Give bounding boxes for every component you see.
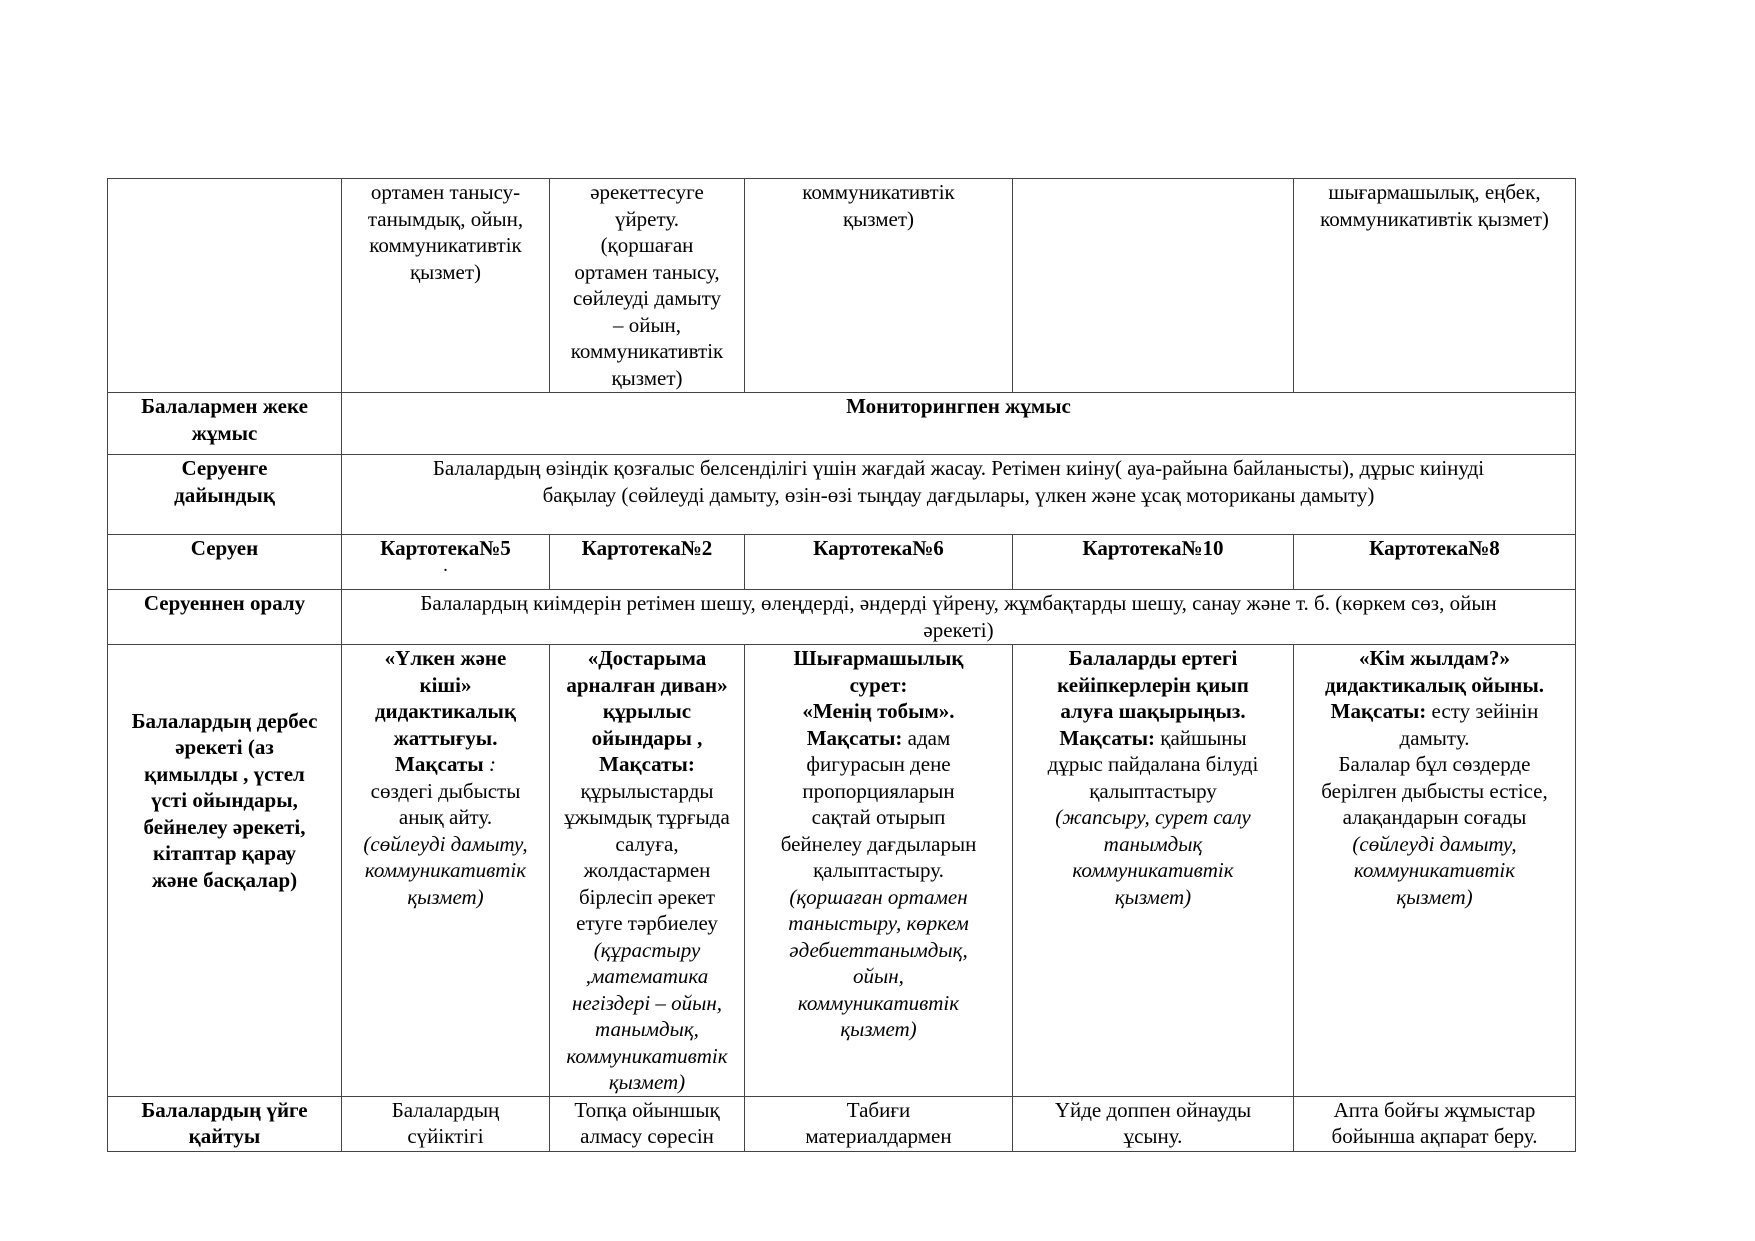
row-label-walk-prep xyxy=(108,455,342,535)
goal-text: пропорцияларын xyxy=(802,778,955,803)
dot-mark: . xyxy=(443,559,448,575)
goal-text: ұжымдық тұрғыда xyxy=(564,805,730,829)
row-label-independent xyxy=(108,645,342,1097)
cell-home-3 xyxy=(745,1096,1013,1151)
activity-note: қызмет) xyxy=(1114,884,1192,909)
goal-label: Мақсаты: xyxy=(806,725,903,750)
goal-text: дамыту. xyxy=(1399,725,1470,750)
goal-label: Мақсаты: xyxy=(1330,699,1427,723)
text-line: ортамен танысу- xyxy=(370,180,521,204)
text-line: Балалардың киімдерін ретімен шешу, өлеңдерді, әндерді үйрену, жұмбақтарды шешу, санау және т. б. (көркем сөз, ойын xyxy=(420,591,1497,615)
cell-home-1 xyxy=(342,1096,550,1151)
table-row-continuation xyxy=(108,179,1576,393)
text-line: әрекеті (аз xyxy=(175,735,274,759)
text-line: коммуникативтік қызмет) xyxy=(1320,206,1549,231)
text-line: Балалардың дербес xyxy=(131,708,318,733)
text-line: Балалардың өзіндік қозғалыс белсенділігі үшін жағдай жасау. Ретімен киіну( ауа-райына байланысты), дұрыс киінуді xyxy=(432,456,1485,480)
goal-text: қалыптастыру. xyxy=(813,858,944,882)
activity-note: (қоршаған ортамен xyxy=(789,884,968,909)
text-line: сөйлеуді дамыту xyxy=(572,286,722,310)
cell-activity-5 xyxy=(1294,645,1576,1097)
activity-title: дидактикалық xyxy=(374,699,517,723)
activity-note: негіздері – ойын, xyxy=(571,990,723,1015)
cell-r1-c1 xyxy=(342,179,550,393)
activity-note: коммуникативтік xyxy=(566,1043,728,1068)
activity-note: коммуникативтік xyxy=(364,858,527,882)
text-line: бойынша ақпарат беру. xyxy=(1331,1124,1538,1148)
activity-title: алуға шақырыңыз. xyxy=(1060,699,1246,723)
goal-text: Балалар бұл сөздерде xyxy=(1338,752,1531,776)
cell-r1-c2 xyxy=(550,179,745,393)
row-label-going-home xyxy=(108,1096,342,1151)
text-line: сүйіктігі xyxy=(407,1124,484,1148)
text-line: қайтуы xyxy=(188,1124,261,1148)
goal-text: құрылыстарды xyxy=(580,778,714,803)
cell-walk-card-3: Картотека№6 xyxy=(745,535,1013,590)
text-line: Топқа ойыншық xyxy=(574,1097,720,1122)
cell-walk-card-4: Картотека№10 xyxy=(1013,535,1294,590)
goal-text: сөздегі дыбысты xyxy=(370,778,521,803)
cell-activity-4 xyxy=(1013,645,1294,1097)
goal-text: фигурасын дене xyxy=(806,752,951,776)
activity-note: танымдық, xyxy=(595,1017,699,1041)
table-row-walk-prep xyxy=(108,455,1576,535)
activity-title: сурет: xyxy=(849,672,908,697)
activity-note: қызмет) xyxy=(1396,884,1473,909)
goal-text: бірлесіп әрекет xyxy=(578,884,716,909)
cell-walk-card-2: Картотека№2 xyxy=(550,535,745,590)
text-line: Табиғи xyxy=(846,1097,911,1122)
cell-return-walk-text xyxy=(342,590,1576,645)
text-line: коммуникативтік xyxy=(369,233,522,257)
goal-text: дұрыс пайдалана білуді xyxy=(1047,752,1259,776)
text-line: қызмет) xyxy=(409,259,482,284)
cell-monitoring: Мониторингпен жұмыс xyxy=(342,393,1576,455)
text-line: – ойын, xyxy=(612,312,682,337)
activity-title: «Кім жылдам?» xyxy=(1359,646,1510,670)
cell-activity-1 xyxy=(342,645,550,1097)
cell-r1-c3 xyxy=(745,179,1013,393)
goal-text: салуға, xyxy=(615,831,679,856)
table-row-independent xyxy=(108,645,1576,1097)
activity-title: «Менің тобым». xyxy=(802,699,955,723)
weekly-plan-table xyxy=(107,178,1576,1152)
goal-text: алақандарын соғады xyxy=(1342,805,1527,829)
activity-title: жаттығуы. xyxy=(393,725,498,750)
text-line: материалдармен xyxy=(805,1124,952,1148)
row-label-individual-work xyxy=(108,393,342,455)
cell-home-4 xyxy=(1013,1096,1294,1151)
goal-text: қалыптастыру xyxy=(1089,778,1217,803)
cell-walk-prep-text xyxy=(342,455,1576,535)
activity-title: ойындары , xyxy=(591,725,703,750)
text-line: Балалардың үйге xyxy=(141,1097,308,1122)
text-line: бейнелеу әрекеті, xyxy=(143,814,306,839)
text-line: қимылды , үстел xyxy=(144,761,305,786)
text-line: коммуникативтік xyxy=(570,339,724,363)
text-line: Үйде доппен ойнауды xyxy=(1054,1097,1252,1122)
row-label-return-walk: Серуеннен оралу xyxy=(108,590,342,645)
goal-label: Мақсаты: xyxy=(1059,725,1156,750)
activity-note: (сөйлеуді дамыту, xyxy=(363,831,528,856)
table-row-going-home xyxy=(108,1096,1576,1151)
text-line: ұсыну. xyxy=(1123,1124,1183,1148)
text-line: алмасу сөресін xyxy=(580,1124,714,1148)
activity-title: құрылыс xyxy=(602,699,692,723)
goal-label: Мақсаты xyxy=(395,752,484,776)
activity-note: коммуникативтік xyxy=(1072,858,1234,882)
text-line: Балалардың xyxy=(391,1097,500,1122)
goal-colon: : xyxy=(483,752,496,776)
table-row-individual-work xyxy=(108,393,1576,455)
text-line: Апта бойғы жұмыстар xyxy=(1333,1097,1536,1122)
activity-title: «Үлкен және xyxy=(384,646,507,670)
table-row-return-walk xyxy=(108,590,1576,645)
cell-home-2 xyxy=(550,1096,745,1151)
row-label-empty xyxy=(108,179,342,393)
activity-title: арналған диван» xyxy=(566,672,728,697)
text-line: бақылау (сөйлеуді дамыту, өзін-өзі тыңдау дағдылары, үлкен және ұсақ моториканы дамыту) xyxy=(542,482,1375,507)
goal-text: етуге тәрбиелеу xyxy=(576,911,718,935)
activity-title: дидактикалық ойыны. xyxy=(1324,672,1545,697)
text-line: үйрету. xyxy=(614,206,680,231)
activity-note: қызмет) xyxy=(840,1017,917,1041)
goal-text: сақтай отырып xyxy=(811,805,946,829)
activity-note: (сөйлеуді дамыту, xyxy=(1352,831,1517,856)
goal-text: анық айту. xyxy=(398,805,493,829)
goal-label: Мақсаты: xyxy=(599,752,695,776)
text-line: танымдық, ойын, xyxy=(367,206,524,231)
text-line: коммуникативтік xyxy=(802,180,955,204)
activity-note: танымдық xyxy=(1103,831,1203,856)
text-line: Картотека№5 xyxy=(380,536,511,560)
text-line: үсті ойындары, xyxy=(151,788,298,812)
goal-text: адам xyxy=(902,725,951,750)
text-line: Серуенге xyxy=(181,456,268,480)
cell-walk-card-5: Картотека№8 xyxy=(1294,535,1576,590)
activity-note: ,математика xyxy=(585,964,709,988)
cell-r1-c5 xyxy=(1294,179,1576,393)
cell-home-5 xyxy=(1294,1096,1576,1151)
text-line: дайындық xyxy=(174,482,275,507)
text-line: Балалармен жеке xyxy=(141,394,308,418)
table-row-walk xyxy=(108,535,1576,590)
activity-note: әдебиеттанымдық, xyxy=(789,937,968,962)
text-line: шығармашылық, еңбек, xyxy=(1328,180,1541,204)
text-line: қызмет) xyxy=(611,365,683,390)
goal-text: бейнелеу дағдыларын xyxy=(780,831,977,856)
text-line: ортамен танысу, xyxy=(574,259,720,284)
cell-activity-3 xyxy=(745,645,1013,1097)
activity-note: таныстыру, көркем xyxy=(788,911,969,935)
activity-note: қызмет) xyxy=(407,884,484,909)
activity-note: (жапсыру, сурет салу xyxy=(1055,805,1251,829)
cell-walk-card-1 xyxy=(342,535,550,590)
text-line: кітаптар қарау xyxy=(152,841,297,865)
activity-note: коммуникативтік xyxy=(1353,858,1516,882)
activity-title: Балаларды ертегі xyxy=(1068,646,1238,670)
activity-title: кейіпкерлерін қиып xyxy=(1057,672,1249,697)
text-line: қызмет) xyxy=(842,206,915,231)
cell-r1-c4 xyxy=(1013,179,1294,393)
activity-note: қызмет) xyxy=(608,1070,686,1094)
text-line: әрекеті) xyxy=(923,617,994,642)
activity-title: Шығармашылық xyxy=(793,646,964,670)
activity-title: кіші» xyxy=(419,672,472,697)
goal-text: қайшыны xyxy=(1155,725,1247,750)
text-line: және басқалар) xyxy=(151,867,298,892)
goal-text: жолдастармен xyxy=(583,858,711,882)
row-label-walk: Серуен xyxy=(108,535,342,590)
activity-title: «Достарыма xyxy=(587,646,707,670)
goal-text: есту зейінін xyxy=(1426,699,1539,723)
goal-text: берілген дыбысты естісе, xyxy=(1321,778,1548,803)
text-line: (қоршаған xyxy=(600,233,694,257)
activity-note: ойын, xyxy=(853,964,904,988)
text-line: жұмыс xyxy=(191,420,258,445)
activity-note: коммуникативтік xyxy=(797,990,960,1015)
text-line: әрекеттесуге xyxy=(590,180,704,204)
cell-activity-2 xyxy=(550,645,745,1097)
activity-note: (құрастыру xyxy=(593,937,701,962)
